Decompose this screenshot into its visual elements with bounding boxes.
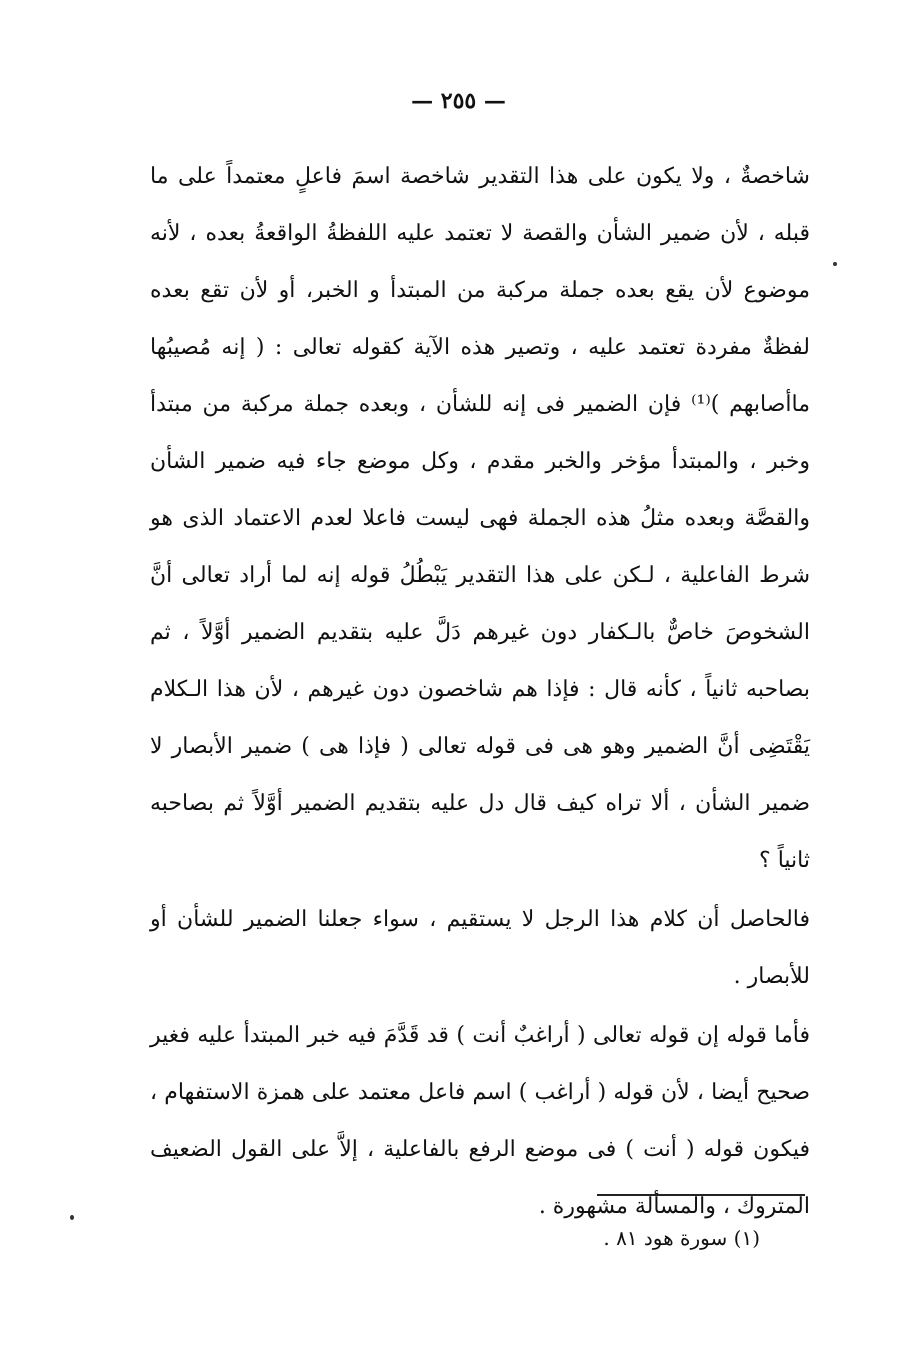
footnote-divider xyxy=(597,1194,805,1196)
footnote: (١) سورة هود ٨١ . xyxy=(603,1226,760,1250)
print-speck xyxy=(833,262,837,266)
paragraph: فالحاصل أن كلام هذا الرجل لا يستقيم ، سواء جعلنا الضمير للشأن أو للأبصار . xyxy=(150,907,810,989)
main-text xyxy=(150,148,810,1235)
page-number: — ٢٥٥ — xyxy=(411,88,506,114)
paragraph: شاخصةٌ ، ولا يكون على هذا التقدير شاخصة اسمَ فاعلٍ معتمداً على ما قبله ، لأن ضمير الشأن والقصة لا تعتمد عليه اللفظةُ الواقعةُ بعده ، لأنه موضوع لأن يقع بعده جملة مركبة من المبتدأ و الخبر، أو لأن تقع بعده لفظةٌ مفردة تعتمد عليه ، وتصير هذه الآية كقوله تعالى : ( إنه مُصيبُها ماأصابهم )⁽¹⁾ فإن الضمير فى إنه للشأن ، وبعده جملة مركبة من مبتدأ وخبر ، والمبتدأ مؤخر والخبر مقدم ، وكل موضع جاء فيه ضمير الشأن والقصَّة وبعده مثلُ هذه الجملة فهى ليست فاعلا لعدم الاعتماد الذى هو شرط الفاعلية ، لـكن على هذا التقدير يَبْطُلُ قوله إنه لما أراد تعالى أنَّ الشخوصَ خاصٌّ بالـكفار دون غيرهم دَلَّ عليه بتقديم الضمير أوَّلاً ، ثم بصاحبه ثانياً ، كأنه قال : فإذا هم شاخصون دون غيرهم ، لأن هذا الـكلام يَقْتَضِى أنَّ الضمير وهو هى فى قوله تعالى ( فإذا هى ) ضمير الأبصار لا ضمير الشأن ، ألا تراه كيف قال دل عليه بتقديم الضمير أوَّلاً ثم بصاحبه ثانياً ؟ xyxy=(150,164,810,873)
paragraph: فأما قوله إن قوله تعالى ( أراغبٌ أنت ) قد قَدَّمَ فيه خبر المبتدأ عليه فغير صحيح أيضا ، لأن قوله ( أراغب ) اسم فاعل معتمد على همزة الاستفهام ، فيكون قوله ( أنت ) فى موضع الرفع بالفاعلية ، إلاَّ على القول الضعيف المتروك ، والمسألة مشهورة . xyxy=(150,1023,810,1219)
print-speck xyxy=(70,1215,74,1220)
